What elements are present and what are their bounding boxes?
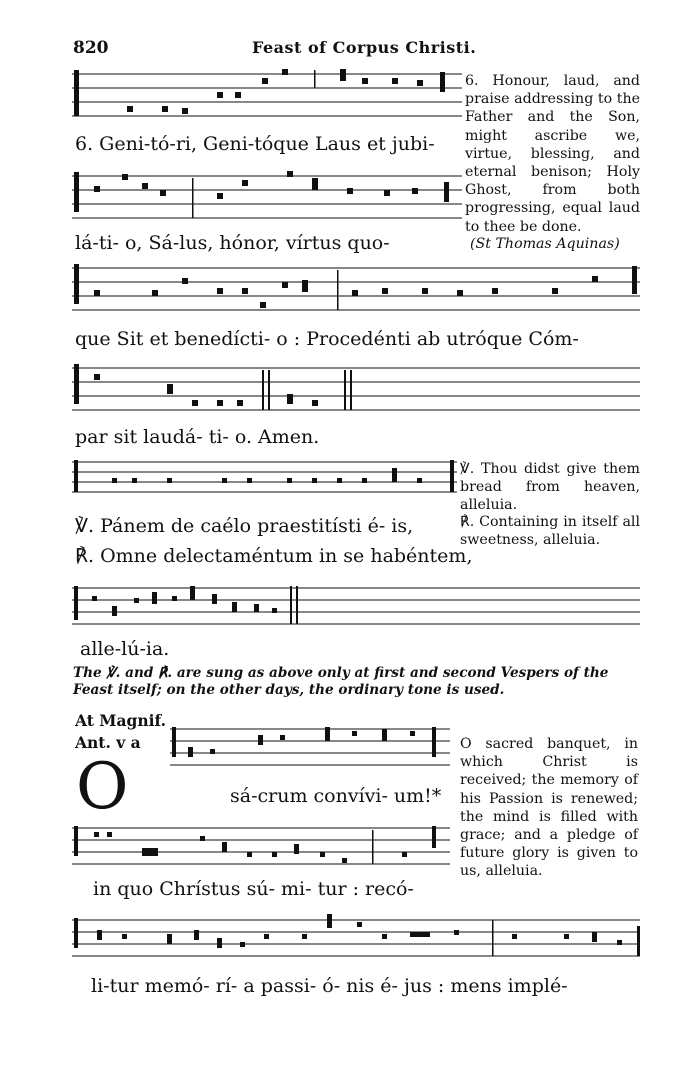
music-staff-1 (72, 66, 462, 124)
music-staff-7 (170, 725, 450, 773)
music-staff-8 (72, 822, 450, 872)
rubric-note: The ℣. and ℟. are sung as above only at first and second Vespers of the Feast itself; on the other days, the ordinary tone is used. (73, 665, 609, 698)
page-title: Feast of Corpus Christi. (252, 38, 477, 57)
music-staff-5 (72, 458, 457, 503)
antiphon-label-mode: Ant. v a (75, 733, 141, 752)
versicle-translation: ℣. Thou didst give them bread from heaven, alleluia. (460, 461, 640, 514)
antiphon-lyric-line-3: li-tur memó- rí- a passi- ó- nis é- jus : mens implé- (91, 975, 568, 997)
antiphon-lyric-line-1: sá-crum convívi- um!* (230, 785, 442, 807)
antiphon-lyric-line-2: in quo Chrístus sú- mi- tur : recó- (93, 878, 414, 900)
music-staff-9 (72, 912, 640, 967)
alleluia-line: alle-lú-ia. (80, 638, 170, 660)
hymn-attribution: (St Thomas Aquinas) (470, 236, 620, 252)
hymn-lyric-line-4: par sit laudá- ti- o. Amen. (75, 426, 320, 448)
response-translation: ℟. Containing in itself all sweetness, alleluia. (460, 514, 640, 549)
music-staff-3 (72, 260, 640, 318)
music-staff-2 (72, 168, 462, 226)
music-staff-4 (72, 360, 640, 418)
hymn-translation: 6. Honour, laud, and praise addressing to the Father and the Son, might ascribe we, virtue, blessing, and eternal benison; Holy Ghost, from both progressing, equal laud to thee be done. (465, 73, 640, 235)
antiphon-initial: O (76, 750, 129, 824)
hymn-lyric-line-1: 6. Geni-tó-ri, Geni-tóque Laus et jubi- (75, 133, 435, 155)
antiphon-label-magnif: At Magnif. (75, 711, 167, 730)
versicle-line: ℣. Pánem de caélo praestitísti é- is, (75, 515, 414, 537)
hymn-lyric-line-2: lá-ti- o, Sá-lus, hónor, vírtus quo- (75, 232, 390, 254)
staff-svg-1 (72, 66, 462, 124)
page-number: 820 (73, 38, 109, 58)
response-line: ℟. Omne delectaméntum in se habéntem, (75, 545, 473, 567)
music-staff-6 (72, 582, 640, 632)
hymn-lyric-line-3: que Sit et benedícti- o : Procedénti ab utróque Cóm- (75, 328, 579, 350)
antiphon-translation: O sacred banquet, in which Christ is received; the memory of his Passion is renewed; the mind is filled with grace; and a pledge of future glory is given to us, alleluia. (460, 736, 638, 880)
